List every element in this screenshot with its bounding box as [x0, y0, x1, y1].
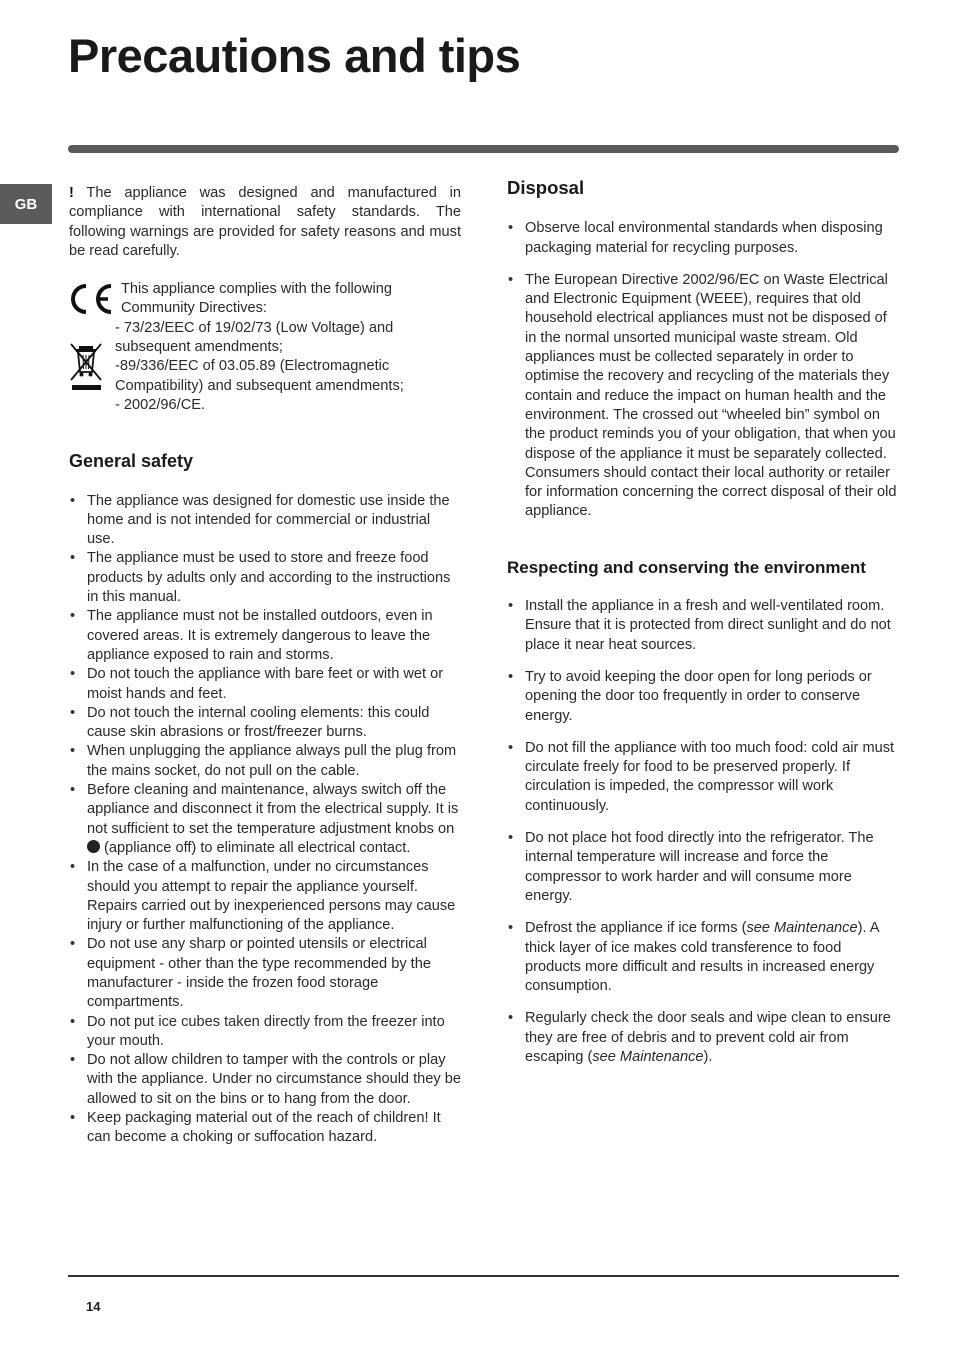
list-item: • Observe local environmental standards when disposing packaging material for recycling purposes. [507, 219, 899, 258]
crossed-out-wheeled-bin-icon [69, 340, 105, 396]
list-item [507, 1009, 899, 1067]
bottom-rule [68, 1275, 899, 1277]
general-safety-list [69, 492, 461, 1148]
intro-text: The appliance was designed and manufactured in compliance with international safety standards. The following warnings are provided for safety reasons and must be read carefully. [69, 185, 461, 259]
list-item: • When unplugging the appliance always pull the plug from the mains socket, do not pull on the cable. [69, 742, 461, 781]
language-tab: GB [0, 184, 52, 224]
compliance-line: This appliance complies with the following Community Directives: [121, 281, 392, 317]
ce-mark-icon [66, 281, 116, 317]
cross-reference: see Maintenance [746, 920, 858, 937]
title-rule [68, 145, 899, 153]
list-item: • Try to avoid keeping the door open for long periods or opening the door too frequently in order to conserve energy. [507, 668, 899, 726]
list-item-text: ). A thick layer of ice makes cold transference to food products more difficult and results in increased energy consumption. [525, 920, 879, 995]
list-item: • The appliance was designed for domestic use inside the home and is not intended for commercial or industrial use. [69, 492, 461, 550]
list-item: • Keep packaging material out of the reach of children! It can become a choking or suffocation hazard. [69, 1109, 461, 1148]
list-item [507, 271, 899, 522]
list-item: • Do not place hot food directly into the refrigerator. The internal temperature will increase and force the compressor to work harder and will consume more energy. [507, 829, 899, 906]
list-item: • In the case of a malfunction, under no circumstances should you attempt to repair the appliance yourself. Repairs carried out by inexperienced persons may cause injury or further malfunctioning of the appliance. [69, 858, 461, 935]
list-item: • Do not fill the appliance with too much food: cold air must circulate freely for food to be preserved properly. If circulation is impeded, the compressor will work continuously. [507, 739, 899, 816]
list-item: • Do not use any sharp or pointed utensils or electrical equipment - other than the type recommended by the manufacturer - inside the frozen food storage compartments. [69, 935, 461, 1012]
disposal-heading: Disposal [507, 177, 585, 198]
list-item-text: Before cleaning and maintenance, always switch off the appliance and disconnect it from the electrical supply. It is not sufficient to set the temperature adjustment knobs on [87, 782, 459, 837]
page-number: 14 [86, 1299, 101, 1314]
warning-mark: ! [69, 185, 74, 201]
filled-circle-off-icon [87, 840, 100, 853]
environment-list [507, 597, 899, 1067]
list-item: • Do not allow children to tamper with the controls or play with the appliance. Under no circumstance should they be allowed to sit on the bins or to hang from the door. [69, 1051, 461, 1109]
list-item-text: The European Directive 2002/96/EC on Waste Electrical and Electronic Equipment (WEEE), requires that old household electrical appliances must not be disposed of in the normal unsorted municipal waste stream. Old appliances must be collected separately in order to optimise the recovery and recycling of the materials they contain and reduce the impact on human health and the environment. The crossed out “wheeled bin” symbol on the product reminds you of your obligation, that when you dispose of the appliance it must be separately collected. [525, 271, 896, 462]
compliance-line: - 73/23/EEC of 19/02/73 (Low Voltage) and subsequent amendments; [115, 319, 394, 356]
list-item: • Do not touch the appliance with bare feet or with wet or moist hands and feet. [69, 665, 461, 704]
compliance-block [69, 280, 461, 415]
compliance-line: - 2002/96/CE. [115, 396, 206, 413]
list-item: • Do not put ice cubes taken directly from the freezer into your mouth. [69, 1013, 461, 1052]
list-item: • The appliance must not be installed outdoors, even in covered areas. It is extremely dangerous to leave the appliance exposed to rain and storms. [69, 607, 461, 665]
page-title: Precautions and tips [68, 29, 521, 82]
general-safety-heading: General safety [69, 451, 194, 472]
list-item [507, 919, 899, 996]
cross-reference: see Maintenance [592, 1048, 704, 1065]
list-item-text: (appliance off) to eliminate all electrical contact. [100, 839, 411, 856]
intro-paragraph [69, 184, 461, 261]
compliance-line: -89/336/EEC of 03.05.89 (Electromagnetic Compatibility) and subsequent amendments; [115, 358, 404, 394]
environment-heading: Respecting and conserving the environment [507, 557, 866, 577]
list-item: • Install the appliance in a fresh and well-ventilated room. Ensure that it is protected from direct sunlight and do not place it near heat sources. [507, 597, 899, 655]
right-column [507, 178, 899, 1080]
list-item-text: Regularly check the door seals and wipe clean to ensure they are free of debris and to prevent cold air from escaping ( [525, 1010, 891, 1065]
disposal-list [507, 219, 899, 521]
list-item: • Do not touch the internal cooling elements: this could cause skin abrasions or frost/freezer burns. [69, 704, 461, 743]
list-item-text: Defrost the appliance if ice forms ( [525, 920, 747, 937]
list-item: • The appliance must be used to store and freeze food products by adults only and according to the instructions in this manual. [69, 549, 461, 607]
list-item-text: ). [703, 1048, 713, 1065]
left-column [69, 184, 461, 1148]
list-item [69, 781, 461, 858]
list-item-text: Consumers should contact their local authority or retailer for information concerning the correct disposal of their old appliance. [525, 464, 897, 520]
